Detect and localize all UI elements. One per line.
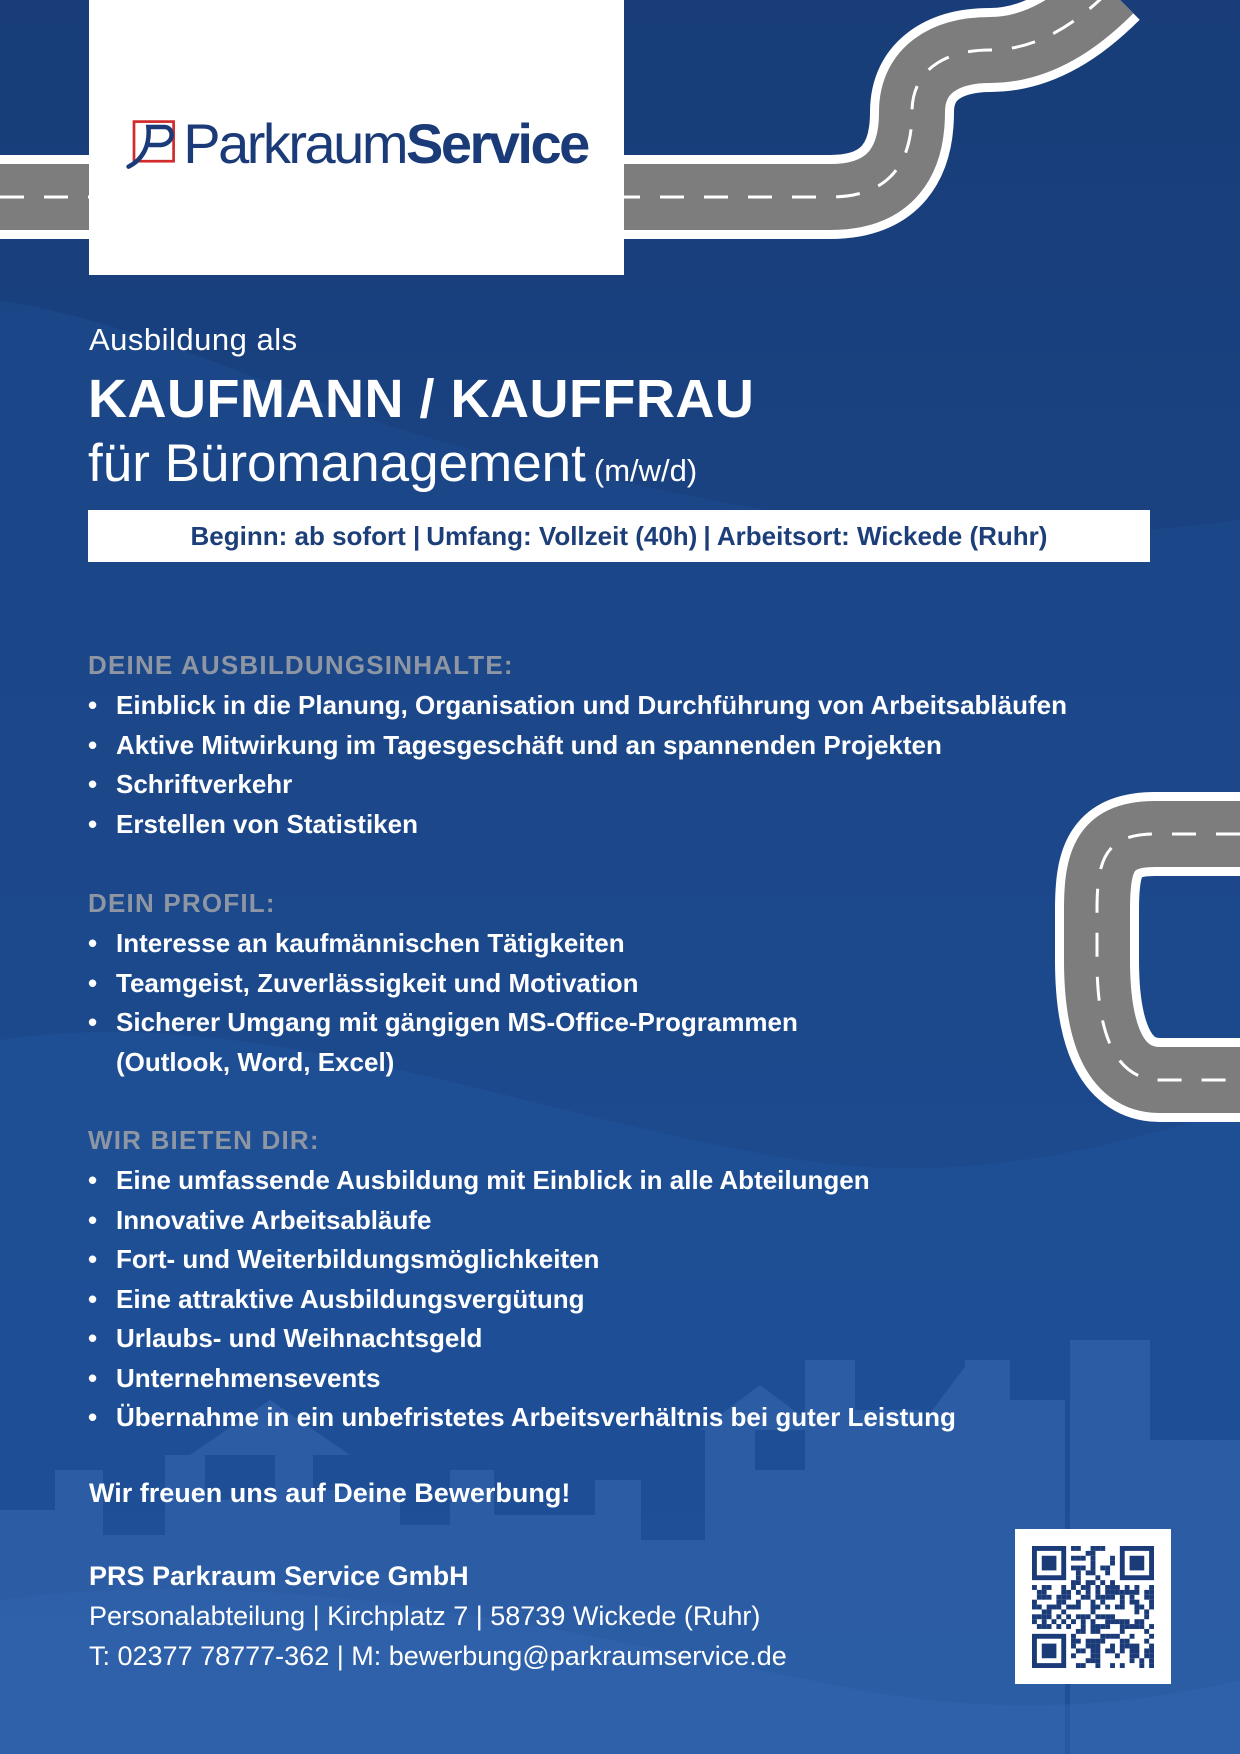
subtitle-text: für Büromanagement — [88, 434, 586, 493]
info-bar — [88, 510, 1150, 562]
closing-line: Wir freuen uns auf Deine Bewerbung! — [89, 1478, 571, 1508]
logo-word-bold: Service — [405, 111, 588, 175]
intro-line: Ausbildung als — [89, 322, 298, 357]
logo-box — [89, 0, 624, 275]
job-title: KAUFMANN / KAUFFRAU — [88, 369, 755, 429]
list-item: • Fort- und Weiterbildungsmöglichkeiten — [88, 1240, 956, 1280]
list-item: • Erstellen von Statistiken — [88, 805, 1067, 845]
qr-code-icon — [1032, 1546, 1154, 1668]
offer-heading: WIR BIETEN DIR: — [88, 1125, 320, 1155]
list-item: • Innovative Arbeitsabläufe — [88, 1201, 956, 1241]
offer-list — [88, 1161, 956, 1438]
training-list — [88, 686, 1067, 844]
list-item: • Teamgeist, Zuverlässigkeit und Motivation — [88, 964, 808, 1004]
contact-block — [89, 1556, 787, 1676]
logo-wordmark — [183, 111, 588, 175]
list-item: • Sicherer Umgang mit gängigen MS-Office-Programmen (Outlook, Word, Excel) — [88, 1003, 808, 1082]
list-item: • Schriftverkehr — [88, 765, 1067, 805]
contact-address: Personalabteilung | Kirchplatz 7 | 58739 Wickede (Ruhr) — [89, 1601, 761, 1631]
training-heading: DEINE AUSBILDUNGSINHALTE: — [88, 650, 514, 680]
list-item: • Übernahme in ein unbefristetes Arbeitsverhältnis bei guter Leistung — [88, 1398, 956, 1438]
info-scope: Umfang: Vollzeit (40h) — [426, 520, 698, 551]
profile-list — [88, 924, 808, 1082]
profile-heading: DEIN PROFIL: — [88, 888, 276, 918]
list-item: • Unternehmensevents — [88, 1359, 956, 1399]
info-location: | Arbeitsort: Wickede (Ruhr) — [703, 520, 1048, 551]
list-item: • Aktive Mitwirkung im Tagesgeschäft und an spannenden Projekten — [88, 726, 1067, 766]
subtitle-suffix: (m/w/d) — [593, 453, 698, 488]
qr-code-box[interactable] — [1015, 1529, 1171, 1684]
list-item: • Interesse an kaufmännischen Tätigkeiten — [88, 924, 808, 964]
logo-word-regular: Parkraum — [183, 111, 406, 175]
list-item: • Eine umfassende Ausbildung mit Einblick in alle Abteilungen — [88, 1161, 956, 1201]
info-start: Beginn: ab sofort | — [190, 520, 421, 551]
logo-mark-icon — [125, 118, 179, 172]
company-name: PRS Parkraum Service GmbH — [89, 1561, 469, 1591]
list-item: • Eine attraktive Ausbildungsvergütung — [88, 1280, 956, 1320]
job-subtitle — [88, 433, 697, 494]
contact-phone-mail[interactable]: T: 02377 78777-362 | M: bewerbung@parkraumservice.de — [89, 1641, 787, 1671]
company-logo — [125, 111, 588, 175]
list-item: • Urlaubs- und Weihnachtsgeld — [88, 1319, 956, 1359]
list-item: • Einblick in die Planung, Organisation und Durchführung von Arbeitsabläufen — [88, 686, 1067, 726]
